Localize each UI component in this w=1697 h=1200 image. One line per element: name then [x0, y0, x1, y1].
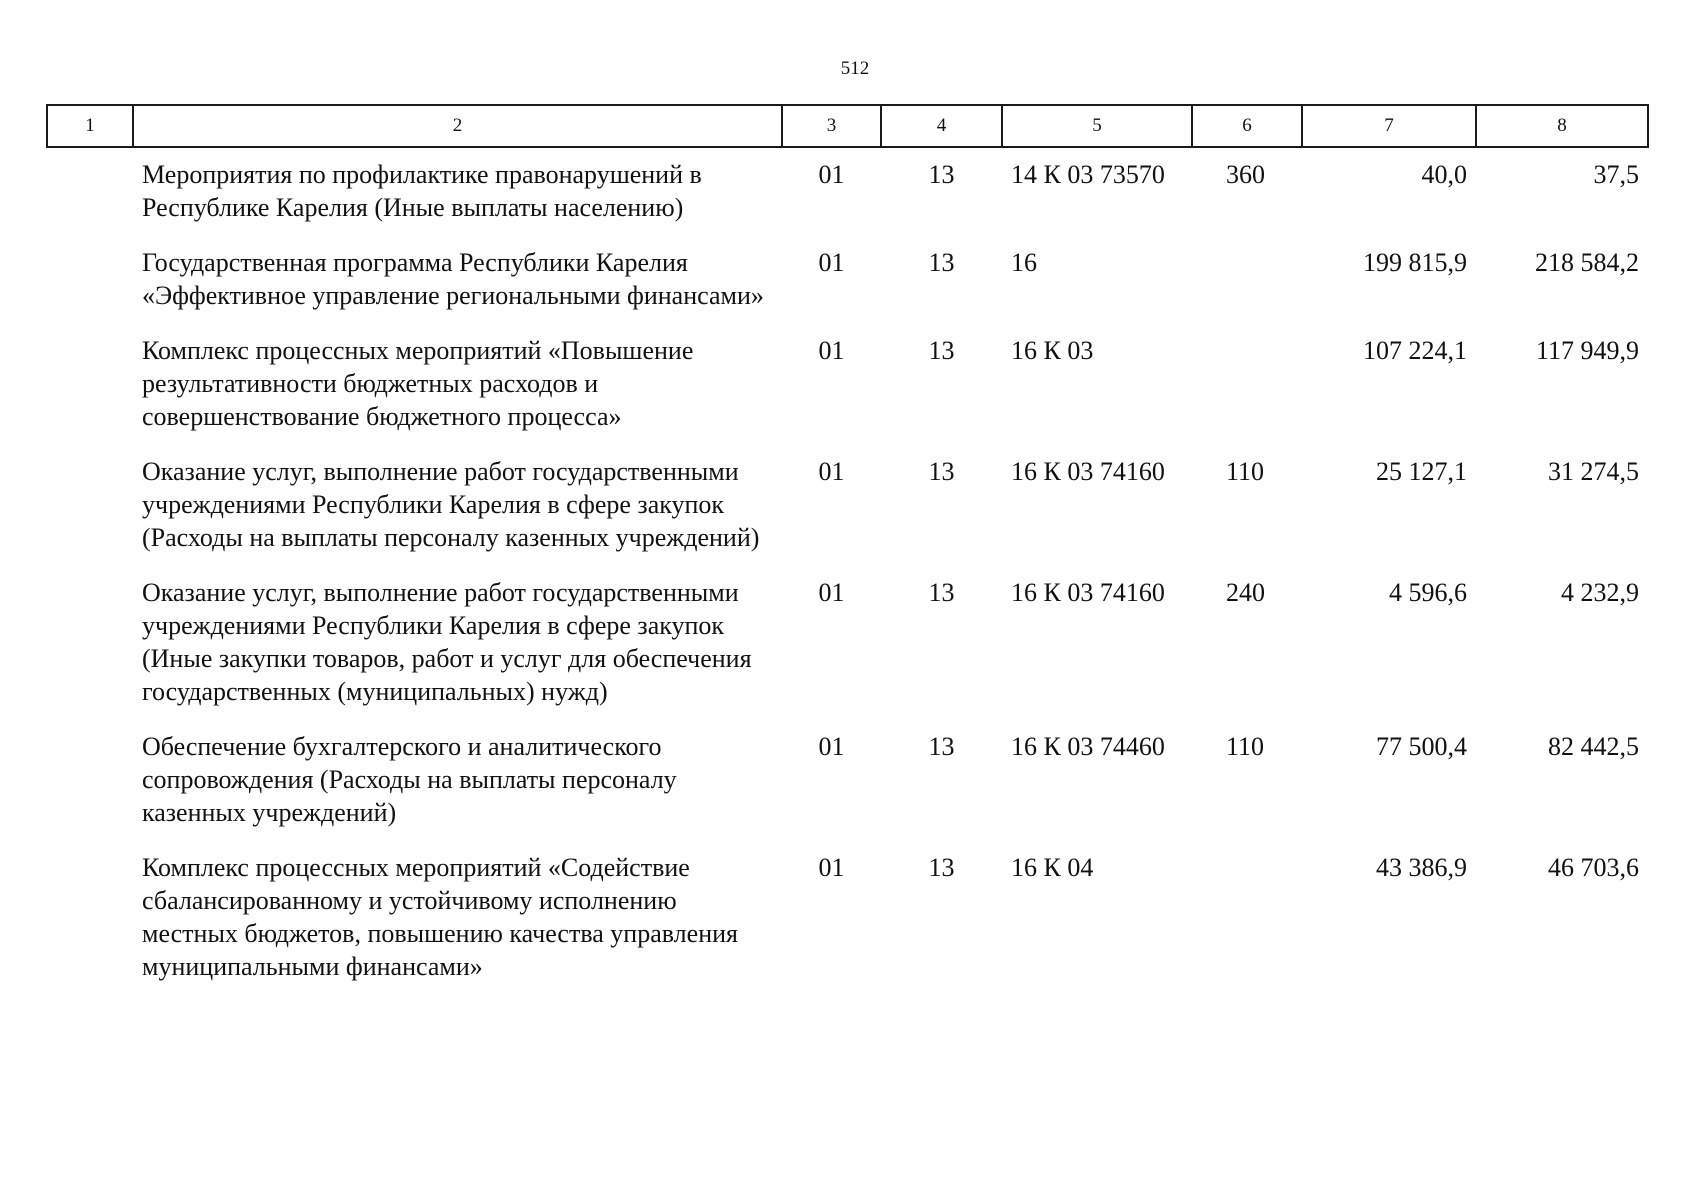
amount-col8: 46 703,6: [1548, 853, 1639, 882]
expense-name: Комплекс процессных мероприятий «Содействие сбалансированному и устойчивому исполнению местных бюджетов, повышению качества управления муниципальными финансами»: [142, 853, 738, 981]
column-header-1: 1: [47, 105, 133, 147]
subsection-code: 13: [928, 160, 955, 189]
column-header-7: 7: [1302, 105, 1476, 147]
budget-table: [46, 104, 1649, 995]
subsection-code: 13: [928, 457, 955, 486]
expense-name: Оказание услуг, выполнение работ государственными учреждениями Республики Карелия в сфере закупок (Иные закупки товаров, работ и услуг для обеспечения государственных (муниципальных) нужд): [142, 578, 752, 706]
row-col1: [47, 566, 133, 720]
subsection-code: 13: [928, 578, 955, 607]
target-article-code: 16 К 03 74160: [1011, 578, 1165, 607]
column-header-5: 5: [1002, 105, 1192, 147]
expense-type-code: 240: [1226, 578, 1265, 607]
table-row: [47, 324, 1648, 445]
amount-col7: 107 224,1: [1363, 336, 1467, 365]
amount-col8: 82 442,5: [1548, 732, 1639, 761]
amount-col8: 218 584,2: [1535, 248, 1639, 277]
column-header-3: 3: [782, 105, 881, 147]
expense-name: Государственная программа Республики Карелия «Эффективное управление региональными финансами»: [142, 248, 764, 310]
section-code: 01: [818, 248, 845, 277]
row-col1: [47, 841, 133, 995]
amount-col8: 37,5: [1593, 160, 1639, 189]
expense-name: Мероприятия по профилактике правонарушений в Республике Карелия (Иные выплаты населению): [142, 160, 702, 222]
expense-type-code: 110: [1226, 732, 1265, 761]
row-col1: [47, 324, 133, 445]
amount-col7: 77 500,4: [1376, 732, 1467, 761]
expense-type-code: [1192, 324, 1302, 445]
column-header-8: 8: [1476, 105, 1648, 147]
row-col1: [47, 720, 133, 841]
row-col1: [47, 236, 133, 324]
subsection-code: 13: [928, 336, 955, 365]
amount-col7: 40,0: [1421, 160, 1467, 189]
column-number-header: [47, 105, 1648, 147]
table-row: [47, 566, 1648, 720]
column-header-4: 4: [881, 105, 1002, 147]
expense-type-code: [1192, 236, 1302, 324]
amount-col7: 4 596,6: [1389, 578, 1467, 607]
subsection-code: 13: [928, 853, 955, 882]
amount-col8: 4 232,9: [1561, 578, 1639, 607]
row-col1: [47, 445, 133, 566]
section-code: 01: [818, 160, 845, 189]
target-article-code: 16 К 04: [1011, 853, 1094, 882]
expense-name: Обеспечение бухгалтерского и аналитического сопровождения (Расходы на выплаты персоналу казенных учреждений): [142, 732, 677, 827]
target-article-code: 16 К 03 74160: [1011, 457, 1165, 486]
table-row: [47, 236, 1648, 324]
target-article-code: 16 К 03: [1011, 336, 1094, 365]
amount-col8: 31 274,5: [1548, 457, 1639, 486]
amount-col7: 199 815,9: [1363, 248, 1467, 277]
amount-col8: 117 949,9: [1535, 336, 1639, 365]
row-col1: [47, 147, 133, 236]
section-code: 01: [818, 578, 845, 607]
target-article-code: 16 К 03 74460: [1011, 732, 1165, 761]
amount-col7: 25 127,1: [1376, 457, 1467, 486]
table-row: [47, 445, 1648, 566]
column-header-2: 2: [133, 105, 782, 147]
target-article-code: 14 К 03 73570: [1011, 160, 1165, 189]
table-row: [47, 147, 1648, 236]
page-number: 512: [840, 58, 870, 79]
section-code: 01: [818, 457, 845, 486]
expense-name: Оказание услуг, выполнение работ государственными учреждениями Республики Карелия в сфере закупок (Расходы на выплаты персоналу казенных учреждений): [142, 457, 760, 552]
section-code: 01: [818, 336, 845, 365]
expense-type-code: [1192, 841, 1302, 995]
expense-type-code: 110: [1226, 457, 1265, 486]
table-row: [47, 841, 1648, 995]
column-header-6: 6: [1192, 105, 1302, 147]
amount-col7: 43 386,9: [1376, 853, 1467, 882]
target-article-code: 16: [1011, 248, 1037, 277]
section-code: 01: [818, 853, 845, 882]
table-row: [47, 720, 1648, 841]
section-code: 01: [818, 732, 845, 761]
expense-name: Комплекс процессных мероприятий «Повышение результативности бюджетных расходов и совершенствование бюджетного процесса»: [142, 336, 694, 431]
subsection-code: 13: [928, 248, 955, 277]
subsection-code: 13: [928, 732, 955, 761]
expense-type-code: 360: [1226, 160, 1265, 189]
